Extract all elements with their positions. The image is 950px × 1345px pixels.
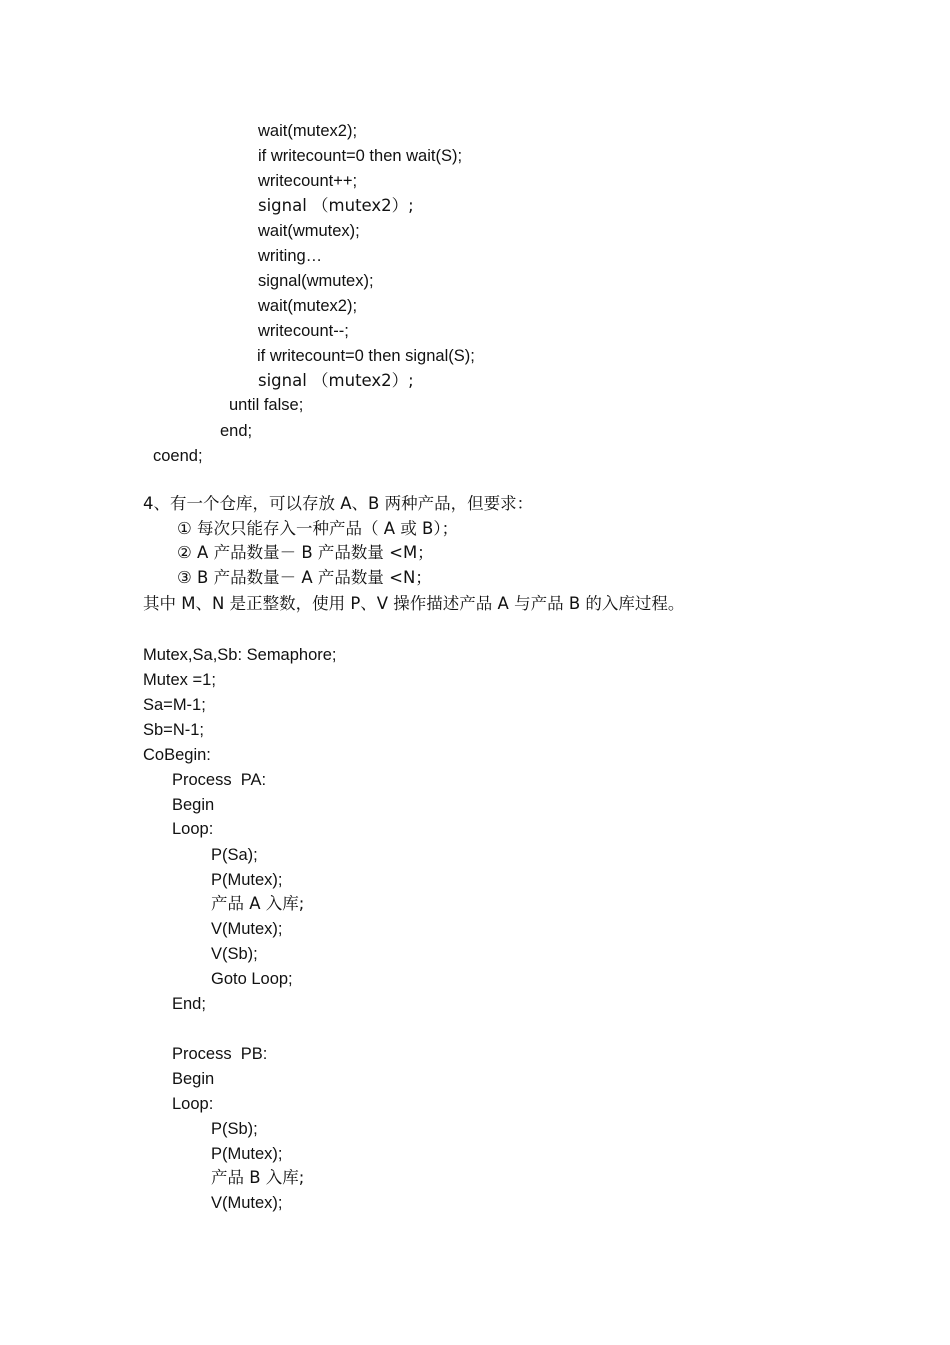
code-line: P(Sb);: [211, 1120, 258, 1138]
code-line: if writecount=0 then signal(S);: [257, 347, 475, 365]
code-line: Loop:: [172, 820, 214, 838]
code-line: 产品 B 入库;: [211, 1168, 305, 1187]
code-line: V(Mutex);: [211, 920, 283, 938]
problem-title: 4、有一个仓库，可以存放 A、B 两种产品，但要求：: [143, 494, 534, 513]
code-line: signal （mutex2）;: [258, 196, 414, 215]
code-line: if writecount=0 then wait(S);: [258, 147, 463, 165]
code-line: End;: [172, 995, 206, 1013]
code-line: V(Mutex);: [211, 1194, 283, 1212]
code-line: Mutex,Sa,Sb: Semaphore;: [143, 646, 337, 664]
problem-requirement: ③ B 产品数量－ A 产品数量 <N；: [177, 568, 432, 587]
code-line: signal(wmutex);: [258, 272, 374, 290]
code-line: wait(mutex2);: [258, 297, 358, 315]
code-line: end;: [220, 422, 253, 440]
code-line: Process PA:: [172, 771, 267, 789]
code-line: Loop:: [172, 1095, 214, 1113]
code-line: Begin: [172, 1070, 215, 1088]
code-line: writing…: [258, 247, 323, 265]
code-line: CoBegin:: [143, 746, 211, 764]
problem-requirement: ② A 产品数量－ B 产品数量 <M；: [177, 543, 434, 562]
code-line: writecount--;: [258, 322, 349, 340]
code-line: V(Sb);: [211, 945, 258, 963]
code-line: P(Sa);: [211, 846, 258, 864]
code-line: Sa=M-1;: [143, 696, 206, 714]
code-line: Mutex =1;: [143, 671, 216, 689]
code-line: Sb=N-1;: [143, 721, 204, 739]
code-line: Begin: [172, 796, 215, 814]
problem-description: 其中 M、N 是正整数，使用 P、V 操作描述产品 A 与产品 B 的入库过程。: [143, 594, 685, 613]
code-line: Process PB:: [172, 1045, 268, 1063]
code-line: until false;: [229, 396, 304, 414]
code-line: Goto Loop;: [211, 970, 293, 988]
code-line: 产品 A 入库;: [211, 894, 305, 913]
code-line: P(Mutex);: [211, 1145, 283, 1163]
code-line: P(Mutex);: [211, 871, 283, 889]
code-line: wait(wmutex);: [258, 222, 360, 240]
code-line: coend;: [153, 447, 203, 465]
code-line: wait(mutex2);: [258, 122, 358, 140]
code-line: signal （mutex2）;: [258, 371, 414, 390]
problem-requirement: ① 每次只能存入一种产品（ A 或 B）；: [177, 519, 459, 538]
code-line: writecount++;: [258, 172, 358, 190]
